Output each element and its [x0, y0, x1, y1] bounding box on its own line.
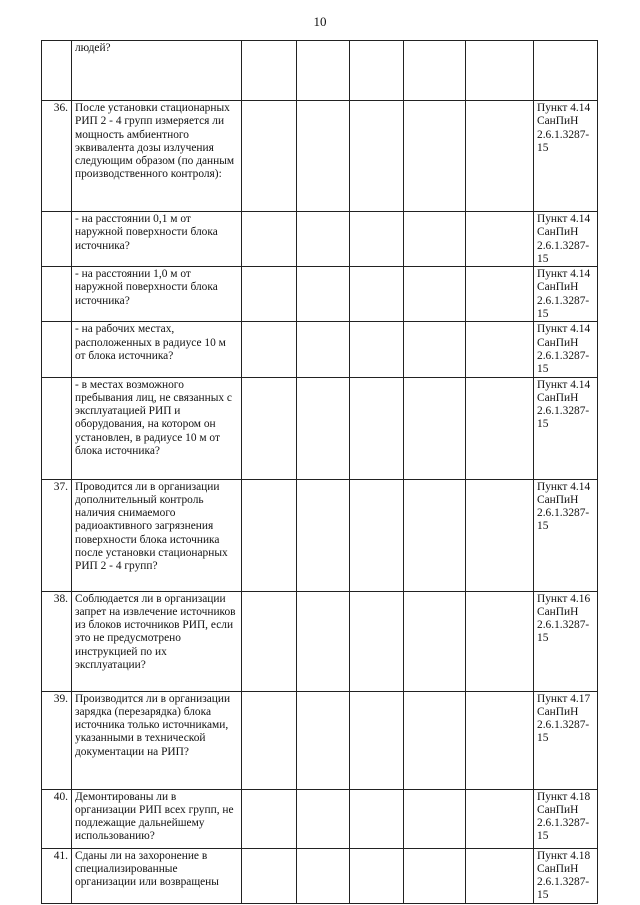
- table-row: [42, 101, 598, 212]
- row-number: [42, 267, 72, 322]
- answer-cell: [297, 691, 350, 789]
- answer-cell: [466, 212, 534, 267]
- question-text: - на расстоянии 1,0 м от наружной поверхности блока источника?: [72, 267, 242, 322]
- reference-text: Пункт 4.16 СанПиН 2.6.1.3287-15: [534, 591, 598, 691]
- answer-cell: [350, 848, 404, 903]
- answer-cell: [242, 691, 297, 789]
- answer-cell: [404, 41, 466, 101]
- row-number: [42, 212, 72, 267]
- question-text: - на рабочих местах, расположенных в радиусе 10 м от блока источника?: [72, 322, 242, 377]
- question-text: Демонтированы ли в организации РИП всех групп, не подлежащие дальнейшему использованию?: [72, 789, 242, 848]
- row-number: 41.: [42, 848, 72, 903]
- row-number: [42, 41, 72, 101]
- reference-text: Пункт 4.18 СанПиН 2.6.1.3287-15: [534, 848, 598, 903]
- answer-cell: [297, 101, 350, 212]
- question-text: - в местах возможного пребывания лиц, не связанных с эксплуатацией РИП и оборудования, на котором он установлен, в радиусе 10 м от блока источника?: [72, 377, 242, 479]
- answer-cell: [466, 848, 534, 903]
- answer-cell: [466, 691, 534, 789]
- answer-cell: [297, 212, 350, 267]
- answer-cell: [466, 377, 534, 479]
- answer-cell: [242, 377, 297, 479]
- reference-text: Пункт 4.18 СанПиН 2.6.1.3287-15: [534, 789, 598, 848]
- answer-cell: [404, 691, 466, 789]
- table-row: [42, 789, 598, 848]
- table-row: [42, 591, 598, 691]
- question-text: Соблюдается ли в организации запрет на извлечение источников из блоков источников РИП, если это не предусмотрено инструкцией по их эксплуатации?: [72, 591, 242, 691]
- table-row: [42, 212, 598, 267]
- answer-cell: [242, 267, 297, 322]
- row-number: 38.: [42, 591, 72, 691]
- reference-text: Пункт 4.14 СанПиН 2.6.1.3287-15: [534, 267, 598, 322]
- reference-text: Пункт 4.14 СанПиН 2.6.1.3287-15: [534, 101, 598, 212]
- checklist-table: [41, 40, 598, 904]
- reference-text: Пункт 4.14 СанПиН 2.6.1.3287-15: [534, 212, 598, 267]
- answer-cell: [297, 789, 350, 848]
- answer-cell: [466, 41, 534, 101]
- answer-cell: [297, 848, 350, 903]
- answer-cell: [242, 101, 297, 212]
- answer-cell: [404, 322, 466, 377]
- row-number: [42, 377, 72, 479]
- answer-cell: [242, 41, 297, 101]
- answer-cell: [242, 789, 297, 848]
- answer-cell: [466, 789, 534, 848]
- answer-cell: [350, 789, 404, 848]
- table-row: [42, 848, 598, 903]
- answer-cell: [404, 212, 466, 267]
- answer-cell: [242, 212, 297, 267]
- answer-cell: [297, 479, 350, 591]
- answer-cell: [350, 212, 404, 267]
- answer-cell: [466, 591, 534, 691]
- table-row: [42, 267, 598, 322]
- answer-cell: [350, 267, 404, 322]
- answer-cell: [297, 41, 350, 101]
- row-number: 36.: [42, 101, 72, 212]
- answer-cell: [466, 322, 534, 377]
- answer-cell: [350, 41, 404, 101]
- row-number: 39.: [42, 691, 72, 789]
- table-row: [42, 479, 598, 591]
- table-row: [42, 41, 598, 101]
- row-number: [42, 322, 72, 377]
- reference-text: Пункт 4.14 СанПиН 2.6.1.3287-15: [534, 479, 598, 591]
- reference-text: Пункт 4.17 СанПиН 2.6.1.3287-15: [534, 691, 598, 789]
- answer-cell: [350, 322, 404, 377]
- table-row: [42, 377, 598, 479]
- question-text: Проводится ли в организации дополнительный контроль наличия снимаемого радиоактивного загрязнения поверхности блока источника после установки стационарных РИП 2 - 4 групп?: [72, 479, 242, 591]
- answer-cell: [466, 267, 534, 322]
- answer-cell: [297, 591, 350, 691]
- question-text: Производится ли в организации зарядка (перезарядка) блока источника только источниками, указанными в технической документации на РИП?: [72, 691, 242, 789]
- answer-cell: [297, 377, 350, 479]
- answer-cell: [466, 101, 534, 212]
- answer-cell: [297, 267, 350, 322]
- answer-cell: [404, 591, 466, 691]
- table-row: [42, 322, 598, 377]
- answer-cell: [242, 591, 297, 691]
- table-row: [42, 691, 598, 789]
- question-text: Сданы ли на захоронение в специализированные организации или возвращены: [72, 848, 242, 903]
- answer-cell: [466, 479, 534, 591]
- answer-cell: [297, 322, 350, 377]
- answer-cell: [404, 267, 466, 322]
- answer-cell: [404, 479, 466, 591]
- question-text: После установки стационарных РИП 2 - 4 групп измеряется ли мощность амбиентного эквивалента дозы излучения следующим образом (по данным производственного контроля):: [72, 101, 242, 212]
- page-number: 10: [313, 14, 327, 29]
- answer-cell: [350, 691, 404, 789]
- reference-text: Пункт 4.14 СанПиН 2.6.1.3287-15: [534, 322, 598, 377]
- answer-cell: [242, 479, 297, 591]
- answer-cell: [350, 479, 404, 591]
- row-number: 37.: [42, 479, 72, 591]
- answer-cell: [404, 101, 466, 212]
- answer-cell: [242, 322, 297, 377]
- reference-text: [534, 41, 598, 101]
- answer-cell: [350, 101, 404, 212]
- question-text: людей?: [72, 41, 242, 101]
- answer-cell: [350, 377, 404, 479]
- reference-text: Пункт 4.14 СанПиН 2.6.1.3287-15: [534, 377, 598, 479]
- row-number: 40.: [42, 789, 72, 848]
- answer-cell: [404, 789, 466, 848]
- answer-cell: [404, 377, 466, 479]
- answer-cell: [404, 848, 466, 903]
- question-text: - на расстоянии 0,1 м от наружной поверхности блока источника?: [72, 212, 242, 267]
- answer-cell: [242, 848, 297, 903]
- answer-cell: [350, 591, 404, 691]
